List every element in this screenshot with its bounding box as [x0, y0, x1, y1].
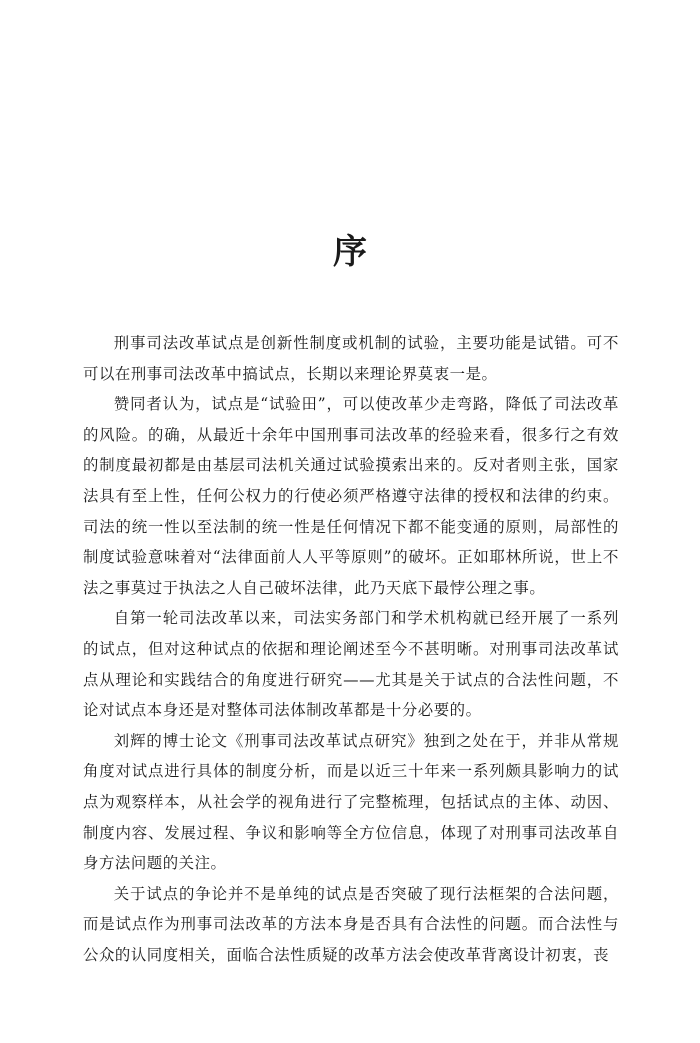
paragraph-5: 关于试点的争论并不是单纯的试点是否突破了现行法框架的合法问题，而是试点作为刑事司法改革的方法本身是否具有合法性的问题。而合法性与公众的认同度相关，面临合法性质疑的改革方法会使改革背离设计初衷，丧 [83, 884, 619, 964]
page-title: 序 [333, 232, 367, 272]
document-body [83, 328, 619, 970]
paragraph-4: 刘辉的博士论文《刑事司法改革试点研究》独到之处在于，并非从常规角度对试点进行具体的制度分析，而是以近三十年来一系列颇具影响力的试点为观察样本，从社会学的视角进行了完整梳理，包括试点的主体、动因、制度内容、发展过程、争议和影响等全方位信息，体现了对刑事司法改革自身方法问题的关注。 [83, 731, 619, 873]
paragraph-2: 赞同者认为，试点是“试验田”，可以使改革少走弯路，降低了司法改革的风险。的确，从最近十余年中国刑事司法改革的经验来看，很多行之有效的制度最初都是由基层司法机关通过试验摸索出来的。反对者则主张，国家法具有至上性，任何公权力的行使必须严格遵守法律的授权和法律的约束。司法的统一性以至法制的统一性是任何情况下都不能变通的原则，局部性的制度试验意味着对“法律面前人人平等原则”的破坏。正如耶林所说，世上不法之事莫过于执法之人自己破坏法律，此乃天底下最悖公理之事。 [83, 395, 619, 597]
paragraph-3: 自第一轮司法改革以来，司法实务部门和学术机构就已经开展了一系列的试点，但对这种试点的依据和理论阐述至今不甚明晰。对刑事司法改革试点从理论和实践结合的角度进行研究——尤其是关于试点的合法性问题，不论对试点本身还是对整体司法体制改革都是十分必要的。 [83, 609, 619, 720]
paragraph-1: 刑事司法改革试点是创新性制度或机制的试验，主要功能是试错。可不可以在刑事司法改革中搞试点，长期以来理论界莫衷一是。 [83, 334, 619, 383]
